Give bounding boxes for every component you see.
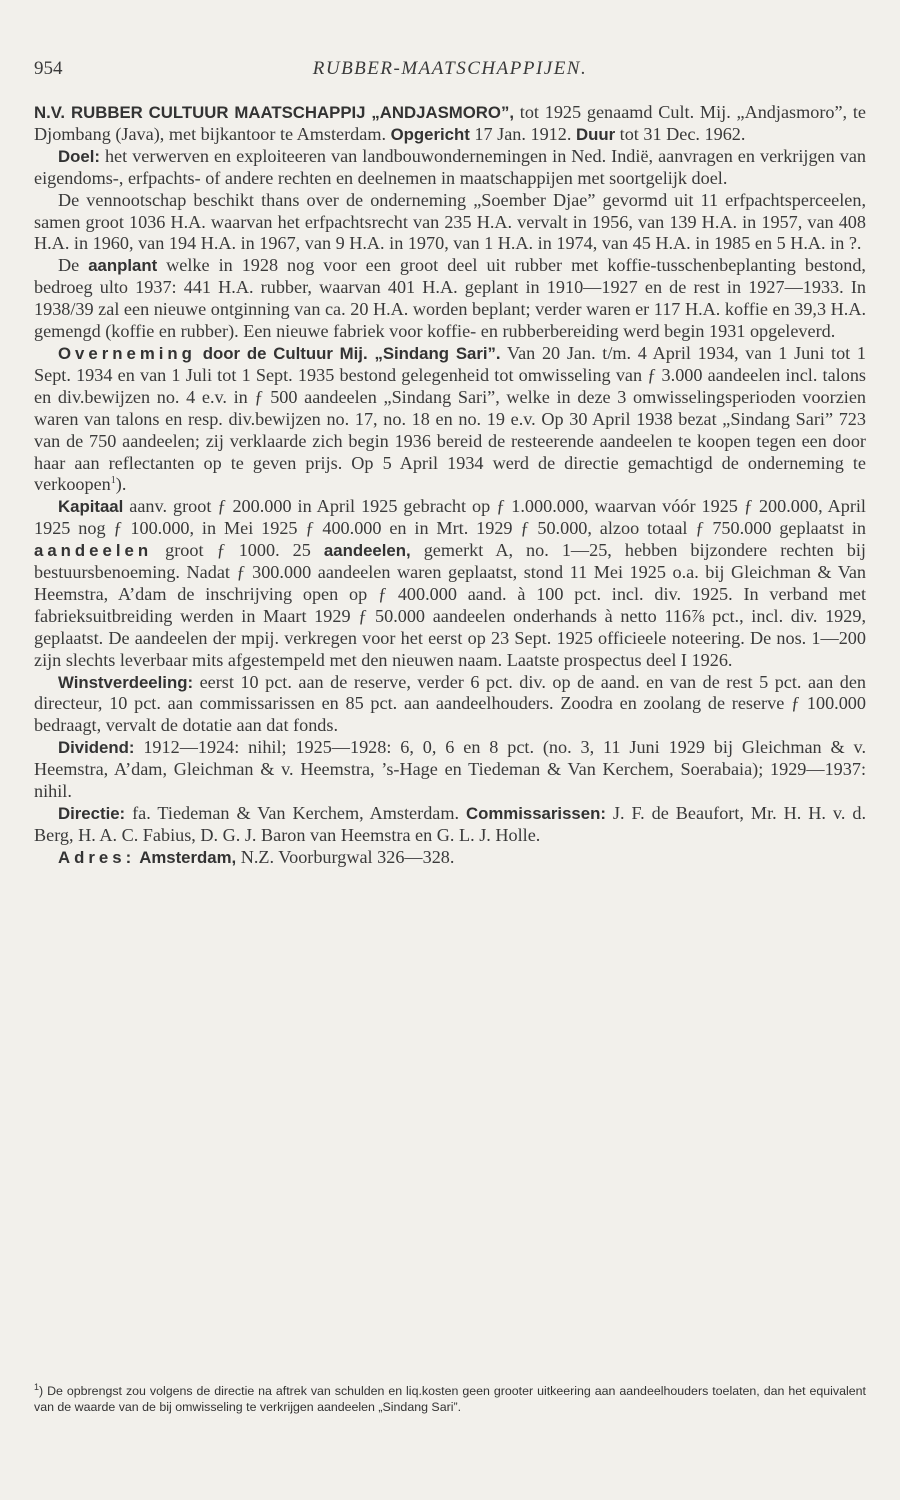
adres-text: N.Z. Voorburgwal 326—328.: [236, 846, 455, 867]
aanplant-label: aanplant: [88, 256, 158, 276]
intro-text: tot 1925 genaamd Cult. Mij. „Andjasmoro”, te Djombang (Java), met bijkantoor te Amsterdam.: [34, 102, 866, 144]
duur-label: Duur: [575, 124, 616, 144]
onderneming-paragraph: [34, 190, 866, 256]
footnote-text: ) De opbrengst zou volgens de directie na aftrek van schulden en liq.kosten geen grooter uitkeering aan aandeelhouders toelaten, dan het equivalent van de waarde van de bij omwisseling te verkrijgen aandeelen „Sindang Sari”.: [34, 1384, 866, 1414]
footnote: [34, 1381, 866, 1415]
aanplant-paragraph: [34, 255, 866, 343]
winstverdeeling-text: eerst 10 pct. aan de reserve, verder 6 pct. div. op de aand. en van de rest 5 pct. aan den directeur, 10 pct. aan commissarissen en 85 pct. aan aandeelhouders. Zoodra en zoolang de reserve ƒ 100.000 bedraagt, vervalt de dotatie aan dat fonds.: [34, 671, 866, 736]
dividend-paragraph: [34, 737, 866, 803]
dividend-label: Dividend:: [58, 738, 135, 758]
kapitaal-text-3: gemerkt A, no. 1—25, hebben bijzondere rechten bij bestuursbenoeming. Nadat ƒ 300.000 aandeelen waren geplaatst, stond 11 Mei 1925 o.a. bij Gleichman & Van Heemstra, A’dam de inschrijving open op ƒ 400.000 aand. à 100 pct. incl. div. 1925. In verband met fabrieksuitbreiding werden in Maart 1929 ƒ 50.000 aandeelen onderhands à netto 116⅞ pct., incl. div. 1929, geplaatst. De aandeelen der mpij. verkregen voor het eerst op 23 Sept. 1925 officieele noteering. De nos. 1—200 zijn slechts leverbaar mits afgestempeld met den nieuwen naam. Laatste prospectus deel I 1926.: [34, 540, 866, 670]
commissarissen-label: Commissarissen:: [466, 804, 606, 823]
adres-label: Adres:: [58, 847, 136, 867]
aandeelen-spaced-label: aandeelen: [34, 541, 153, 561]
onderneming-text: De vennootschap beschikt thans over de onderneming „Soember Djae” gevormd uit 11 erfpachtsperceelen, samen groot 1036 H.A. waarvan het erfpachtsrecht van 235 H.A. vervalt in 1956, van 139 H.A. in 1957, van 408 H.A. in 1960, van 194 H.A. in 1967, van 9 H.A. in 1970, van 1 H.A. in 1974, van 45 H.A. in 1985 en 5 H.A. in ?.: [34, 189, 866, 254]
opgericht-label: Opgericht: [390, 124, 470, 144]
footnote-reference: 1: [110, 475, 116, 487]
adres-paragraph: [34, 847, 866, 869]
overneming-label-rest: door de Cultuur Mij. „Sindang Sari”.: [195, 343, 501, 363]
overneming-paragraph: [34, 343, 866, 496]
page-header: [34, 58, 866, 88]
page-number: 954: [34, 58, 63, 79]
winstverdeeling-label: Winstverdeeling:: [58, 672, 194, 692]
duration-text: tot 31 Dec. 1962.: [615, 123, 746, 144]
overneming-text-end: ).: [115, 474, 127, 495]
article-body: [34, 102, 866, 869]
adres-city: Amsterdam,: [135, 847, 237, 867]
doel-paragraph: [34, 146, 866, 190]
aanplant-prefix: De: [58, 255, 89, 276]
winstverdeeling-paragraph: [34, 672, 866, 738]
running-title: RUBBER-MAATSCHAPPIJEN.: [312, 58, 588, 79]
footnote-mark: 1: [34, 1381, 40, 1392]
company-intro-paragraph: [34, 102, 866, 146]
kapitaal-paragraph: [34, 496, 866, 671]
directie-text: fa. Tiedeman & Van Kerchem, Amsterdam.: [125, 803, 467, 823]
overneming-label: Overneming: [58, 343, 196, 363]
doel-label: Doel:: [58, 146, 100, 166]
doel-text: het verwerven en exploiteeren van landbouwondernemingen in Ned. Indië, aanvragen en verkrijgen van eigendoms-, erfpachts- of andere rechten en deelnemen in maatschappijen met soortgelijk doel.: [34, 145, 866, 188]
directie-paragraph: [34, 803, 866, 847]
kapitaal-label: Kapitaal: [58, 497, 124, 517]
overneming-text: Van 20 Jan. t/m. 4 April 1934, van 1 Juni tot 1 Sept. 1934 en van 1 Juli tot 1 Sept. 1935 bestond gelegenheid tot omwisseling van ƒ 3.000 aandeelen incl. talons en div.bewijzen no. 4 e.v. in ƒ 500 aandeelen „Sindang Sari”, welke in deze 3 omwisselingsperioden voorzien waren van talons en resp. div.bewijzen no. 17, no. 18 en no. 19 e.v. Op 30 April 1938 bezat „Sindang Sari” 723 van de 750 aandeelen; zij verklaarde zich begin 1936 bereid de resteerende aandeelen te koopen tegen een door haar aan reflectanten op te geven prijs. Op 5 April 1934 werd de directie gemachtigd de onderneming te verkoopen: [34, 342, 867, 495]
aanplant-text: welke in 1928 nog voor een groot deel uit rubber met koffie-tusschenbeplanting bestond, bedroeg ulto 1937: 441 H.A. rubber, waarvan 401 H.A. geplant in 1910—1927 en de rest in 1927—1933. In 1938/39 zal een nieuwe ontginning van ca. 20 H.A. worden beplant; verder waren er 117 H.A. koffie en 39,3 H.A. gemengd (koffie en rubber). Een nieuwe fabriek voor koffie- en rubberbereiding werd begin 1931 opgeleverd.: [34, 255, 866, 342]
aandeelen-label: aandeelen,: [323, 541, 411, 561]
dividend-text: 1912—1924: nihil; 1925—1928: 6, 0, 6 en 8 pct. (no. 3, 11 Juni 1929 bij Gleichman & v. Heemstra, A’dam, Gleichman & v. Heemstra, ’s-Hage en Tiedeman & Van Kerchem, Soerabaia); 1929—1937: nihil.: [34, 737, 866, 802]
commissarissen-text: J. F. de Beaufort, Mr. H. H. v. d. Berg, H. A. C. Fabius, D. G. J. Baron van Heemstra en G. L. J. Holle.: [34, 803, 866, 845]
kapitaal-text: aanv. groot ƒ 200.000 in April 1925 gebracht op ƒ 1.000.000, waarvan vóór 1925 ƒ 200.000, April 1925 nog ƒ 100.000, in Mei 1925 ƒ 400.000 en in Mrt. 1929 ƒ 50.000, alzoo totaal ƒ 750.000 geplaatst in: [34, 496, 866, 539]
founding-date: 17 Jan. 1912.: [469, 123, 576, 144]
directie-label: Directie:: [58, 804, 126, 823]
kapitaal-text-2: groot ƒ 1000. 25: [152, 540, 324, 561]
company-name: N.V. RUBBER CULTUUR MAATSCHAPPIJ „ANDJASMORO”,: [34, 103, 515, 122]
